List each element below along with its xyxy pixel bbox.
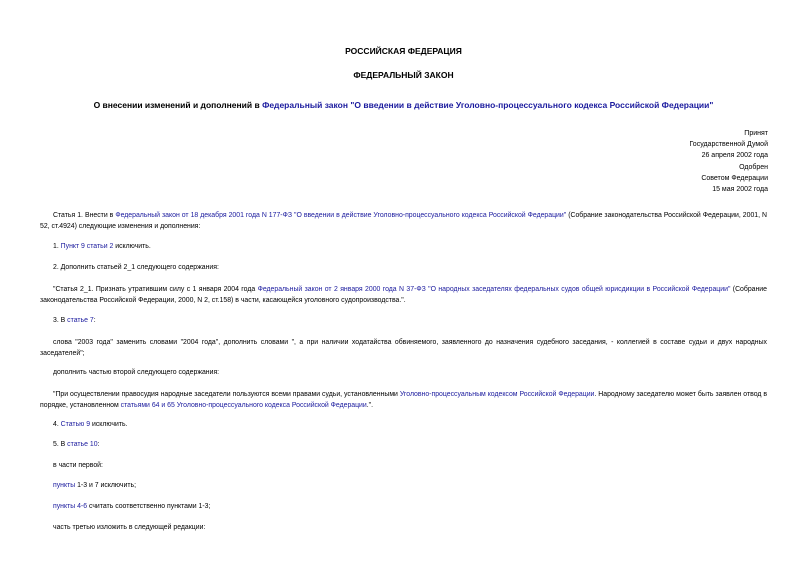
adoption-block	[689, 128, 768, 195]
part-one-line: в части первой:	[53, 462, 103, 469]
upk-link[interactable]: Уголовно-процессуальным кодексом Российской Федерации	[399, 391, 595, 398]
items-link[interactable]: пункты	[53, 482, 76, 489]
item-2: 2. Дополнить статьей 2_1 следующего содержания:	[53, 264, 219, 271]
item-4	[53, 421, 128, 428]
text-span: 1.	[53, 243, 61, 250]
text-span: "При осуществлении правосудия народные заседатели пользуются всеми правами судьи, установленными	[53, 391, 400, 398]
text-span: (Собрание законодательства Российской Федерации, 2001, N 52, ст.4924) следующие изменения и дополнения:	[40, 212, 768, 230]
article-1-paragraph	[40, 211, 767, 232]
text-span: .".	[366, 401, 374, 409]
text-span: . Народному заседателю может быть заявлен отвод в порядке, установленном	[40, 391, 768, 409]
part-three-line: часть третью изложить в следующей редакции:	[53, 524, 206, 531]
assessors-rights-paragraph	[40, 390, 767, 411]
text-span: считать соответственно пунктами 1-3;	[87, 503, 211, 510]
text-span: "Статья 2_1. Признать утратившим силу с 1 января 2004 года	[53, 286, 258, 293]
text-span: :	[97, 441, 100, 448]
adoption-line: Принят	[744, 130, 768, 137]
article-10-link[interactable]: статье 10	[67, 441, 98, 448]
adoption-line: 26 апреля 2002 года	[701, 152, 768, 160]
item-9-art-2-link[interactable]: Пункт 9 статьи 2	[60, 243, 114, 250]
text-span: 5. В	[53, 441, 68, 448]
text-span: 3. В	[53, 317, 68, 324]
adoption-line: Советом Федерации	[701, 174, 768, 182]
article-2-1-paragraph	[40, 285, 767, 306]
adoption-line: 15 мая 2002 года	[712, 186, 768, 194]
text-span: 4.	[53, 421, 61, 428]
article-7-link[interactable]: статье 7	[67, 317, 94, 324]
text-span: исключить.	[90, 421, 128, 428]
text-span: :	[93, 317, 96, 324]
law-title	[0, 100, 807, 110]
text-span: (Собрание законодательства Российской Федерации, 2000, N 2, ст.158) в части, касающейся уголовного судопроизводства.".	[40, 286, 767, 304]
adoption-line: Государственной Думой	[689, 141, 768, 149]
law-title-link[interactable]: Федеральный закон "О введении в действие Уголовно-процессуального кодекса Российской Федерации"	[262, 100, 714, 110]
text-span: исключить.	[113, 243, 151, 250]
item-1	[53, 243, 151, 250]
items-exclude-line	[53, 482, 136, 489]
article-9-link[interactable]: Статью 9	[60, 421, 91, 428]
country-heading: РОССИЙСКАЯ ФЕДЕРАЦИЯ	[345, 46, 462, 56]
law-37-link[interactable]: Федеральный закон от 2 января 2000 года N 37-ФЗ "О народных заседателях федеральных судов общей юрисдикции в Российской Федерации"	[257, 286, 731, 293]
item-5	[53, 441, 99, 448]
law-title-prefix: О внесении изменений и дополнений в	[93, 100, 263, 110]
items-4-6-link[interactable]: пункты 4-6	[53, 503, 88, 510]
text-span: Статья 1. Внести в	[53, 212, 116, 219]
adoption-line: Одобрен	[739, 163, 768, 171]
add-part-two: дополнить частью второй следующего содержания:	[53, 369, 220, 376]
item-3	[53, 317, 96, 324]
law-177-link[interactable]: Федеральный закон от 18 декабря 2001 года N 177-ФЗ "О введении в действие Уголовно-процессуального кодекса Российской Федерации"	[115, 212, 567, 219]
words-replacement-paragraph: слова "2003 года" заменить словами "2004 года", дополнить словами ", а при наличии ходатайства обвиняемого, заявленного до назначения судебного заседания, - коллегией в составе судьи и двух народных заседателей";	[40, 339, 767, 357]
items-renumber-line	[53, 503, 210, 510]
text-span: 1-3 и 7 исключить;	[75, 482, 137, 489]
articles-64-65-link[interactable]: статьями 64 и 65 Уголовно-процессуального кодекса Российской Федерации	[120, 401, 367, 409]
law-type-heading: ФЕДЕРАЛЬНЫЙ ЗАКОН	[353, 70, 454, 80]
